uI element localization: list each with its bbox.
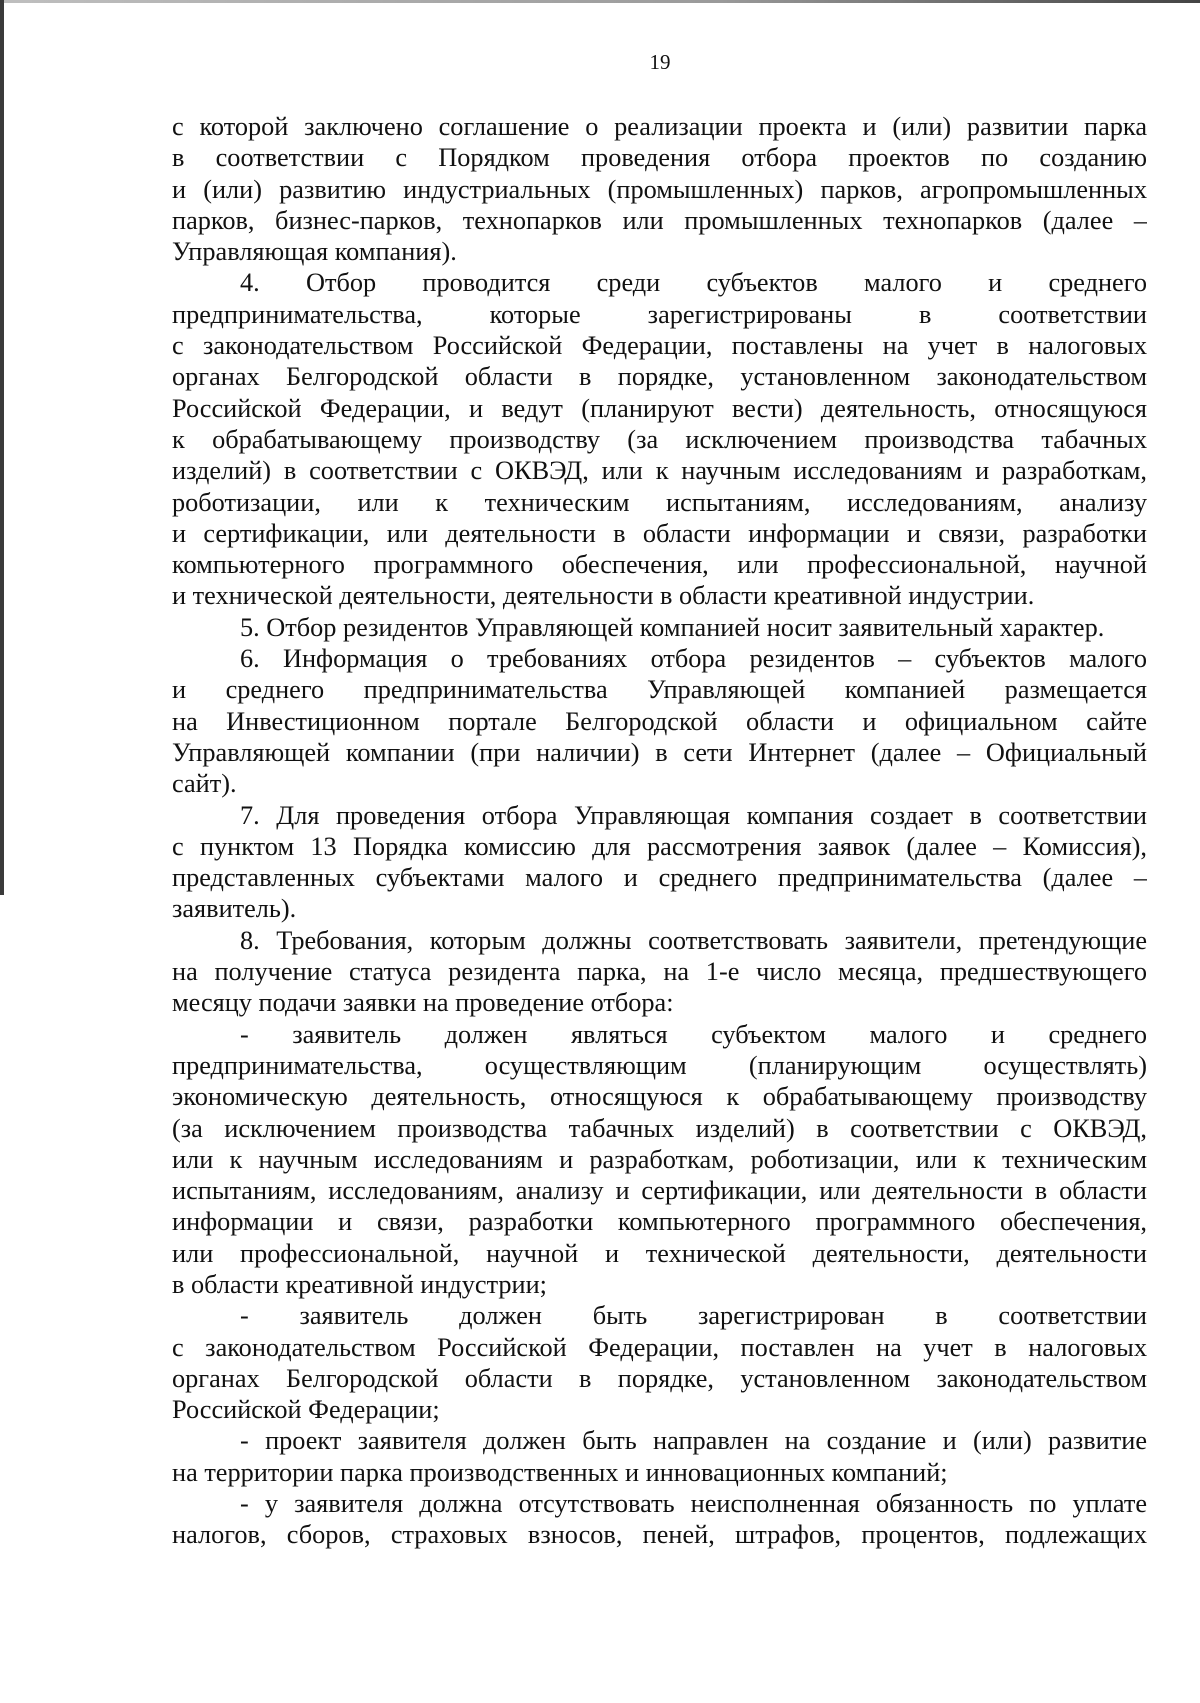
text-line: органах Белгородской области в порядке, установленном законодательством xyxy=(172,362,1147,392)
text-line: 8. Требования, которым должны соответствовать заявители, претендующие xyxy=(240,925,1147,955)
text-line: или профессиональной, научной и технической деятельности, деятельности xyxy=(172,1238,1147,1268)
paragraph-p8 xyxy=(172,925,1147,1019)
paragraph-p7 xyxy=(172,800,1147,925)
text-line: и среднего предпринимательства Управляющей компанией размещается xyxy=(172,675,1147,705)
paragraph-b3 xyxy=(172,1425,1147,1488)
text-line: налогов, сборов, страховых взносов, пеней, штрафов, процентов, подлежащих xyxy=(172,1520,1147,1550)
text-line: и (или) развитию индустриальных (промышленных) парков, агропромышленных xyxy=(172,174,1147,204)
text-line: Управляющая компания). xyxy=(172,237,457,267)
text-line: органах Белгородской области в порядке, установленном законодательством xyxy=(172,1363,1147,1393)
text-line: испытаниям, исследованиям, анализу и сертификации, или деятельности в области xyxy=(172,1176,1147,1206)
text-line: на получение статуса резидента парка, на 1-е число месяца, предшествующего xyxy=(172,957,1147,987)
text-line: Российской Федерации, и ведут (планируют вести) деятельность, относящуюся xyxy=(172,393,1147,423)
text-line: 4. Отбор проводится среди субъектов малого и среднего xyxy=(240,268,1147,298)
scan-border-left xyxy=(0,0,4,895)
text-line: с пунктом 13 Порядка комиссию для рассмотрения заявок (далее – Комиссия), xyxy=(172,831,1147,861)
paragraph-b1 xyxy=(172,1019,1147,1301)
text-line: Российской Федерации; xyxy=(172,1395,440,1425)
scan-border-top xyxy=(0,0,1200,3)
text-line: (за исключением производства табачных изделий) в соответствии с ОКВЭД, xyxy=(172,1113,1147,1143)
paragraph-b2 xyxy=(172,1300,1147,1425)
text-line: и сертификации, или деятельности в области информации и связи, разработки xyxy=(172,518,1147,548)
text-line: изделий) в соответствии с ОКВЭД, или к научным исследованиям и разработкам, xyxy=(172,456,1147,486)
text-line: на территории парка производственных и инновационных компаний; xyxy=(172,1457,948,1487)
page-number: 19 xyxy=(649,50,671,74)
text-line: заявитель). xyxy=(172,894,297,924)
text-line: предпринимательства, которые зарегистрированы в соответствии xyxy=(172,299,1147,329)
text-line: представленных субъектами малого и среднего предпринимательства (далее – xyxy=(172,863,1147,893)
text-line: - заявитель должен являться субъектом малого и среднего xyxy=(240,1019,1147,1049)
paragraph-p-cont xyxy=(172,111,1147,267)
text-line: к обрабатывающему производству (за исключением производства табачных xyxy=(172,424,1147,454)
text-line: информации и связи, разработки компьютерного программного обеспечения, xyxy=(172,1207,1147,1237)
text-line: и технической деятельности, деятельности в области креативной индустрии. xyxy=(172,581,1035,611)
text-line: роботизации, или к техническим испытаниям, исследованиям, анализу xyxy=(172,487,1147,517)
document-body xyxy=(172,111,1147,1551)
text-line: на Инвестиционном портале Белгородской области и официальном сайте xyxy=(172,706,1147,736)
text-line: - проект заявителя должен быть направлен на создание и (или) развитие xyxy=(240,1426,1147,1456)
text-line: или к научным исследованиям и разработкам, роботизации, или к техническим xyxy=(172,1144,1147,1174)
text-line: - у заявителя должна отсутствовать неисполненная обязанность по уплате xyxy=(240,1489,1147,1519)
paragraph-p4 xyxy=(172,267,1147,611)
text-line: с которой заключено соглашение о реализации проекта и (или) развитии парка xyxy=(172,112,1147,141)
text-line: парков, бизнес-парков, технопарков или промышленных технопарков (далее – xyxy=(172,205,1147,235)
text-line: предпринимательства, осуществляющим (планирующим осуществлять) xyxy=(172,1050,1147,1080)
paragraph-p5 xyxy=(172,612,1147,643)
text-line: компьютерного программного обеспечения, или профессиональной, научной xyxy=(172,550,1147,580)
text-line: 7. Для проведения отбора Управляющая компания создает в соответствии xyxy=(240,800,1147,830)
paragraph-p6 xyxy=(172,643,1147,799)
text-line: - заявитель должен быть зарегистрирован в соответствии xyxy=(240,1301,1147,1331)
text-line: месяцу подачи заявки на проведение отбора: xyxy=(172,988,674,1018)
text-line: 6. Информация о требованиях отбора резидентов – субъектов малого xyxy=(240,644,1147,674)
text-line: в соответствии с Порядком проведения отбора проектов по созданию xyxy=(172,143,1147,173)
paragraph-b4 xyxy=(172,1488,1147,1551)
text-line: сайт). xyxy=(172,769,237,799)
text-line: экономическую деятельность, относящуюся к обрабатывающему производству xyxy=(172,1082,1147,1112)
text-line: в области креативной индустрии; xyxy=(172,1269,547,1299)
text-line: с законодательством Российской Федерации, поставлены на учет в налоговых xyxy=(172,331,1147,361)
text-line: Управляющей компании (при наличии) в сети Интернет (далее – Официальный xyxy=(172,737,1147,767)
text-line: с законодательством Российской Федерации, поставлен на учет в налоговых xyxy=(172,1332,1147,1362)
text-line: 5. Отбор резидентов Управляющей компанией носит заявительный характер. xyxy=(240,612,1105,642)
